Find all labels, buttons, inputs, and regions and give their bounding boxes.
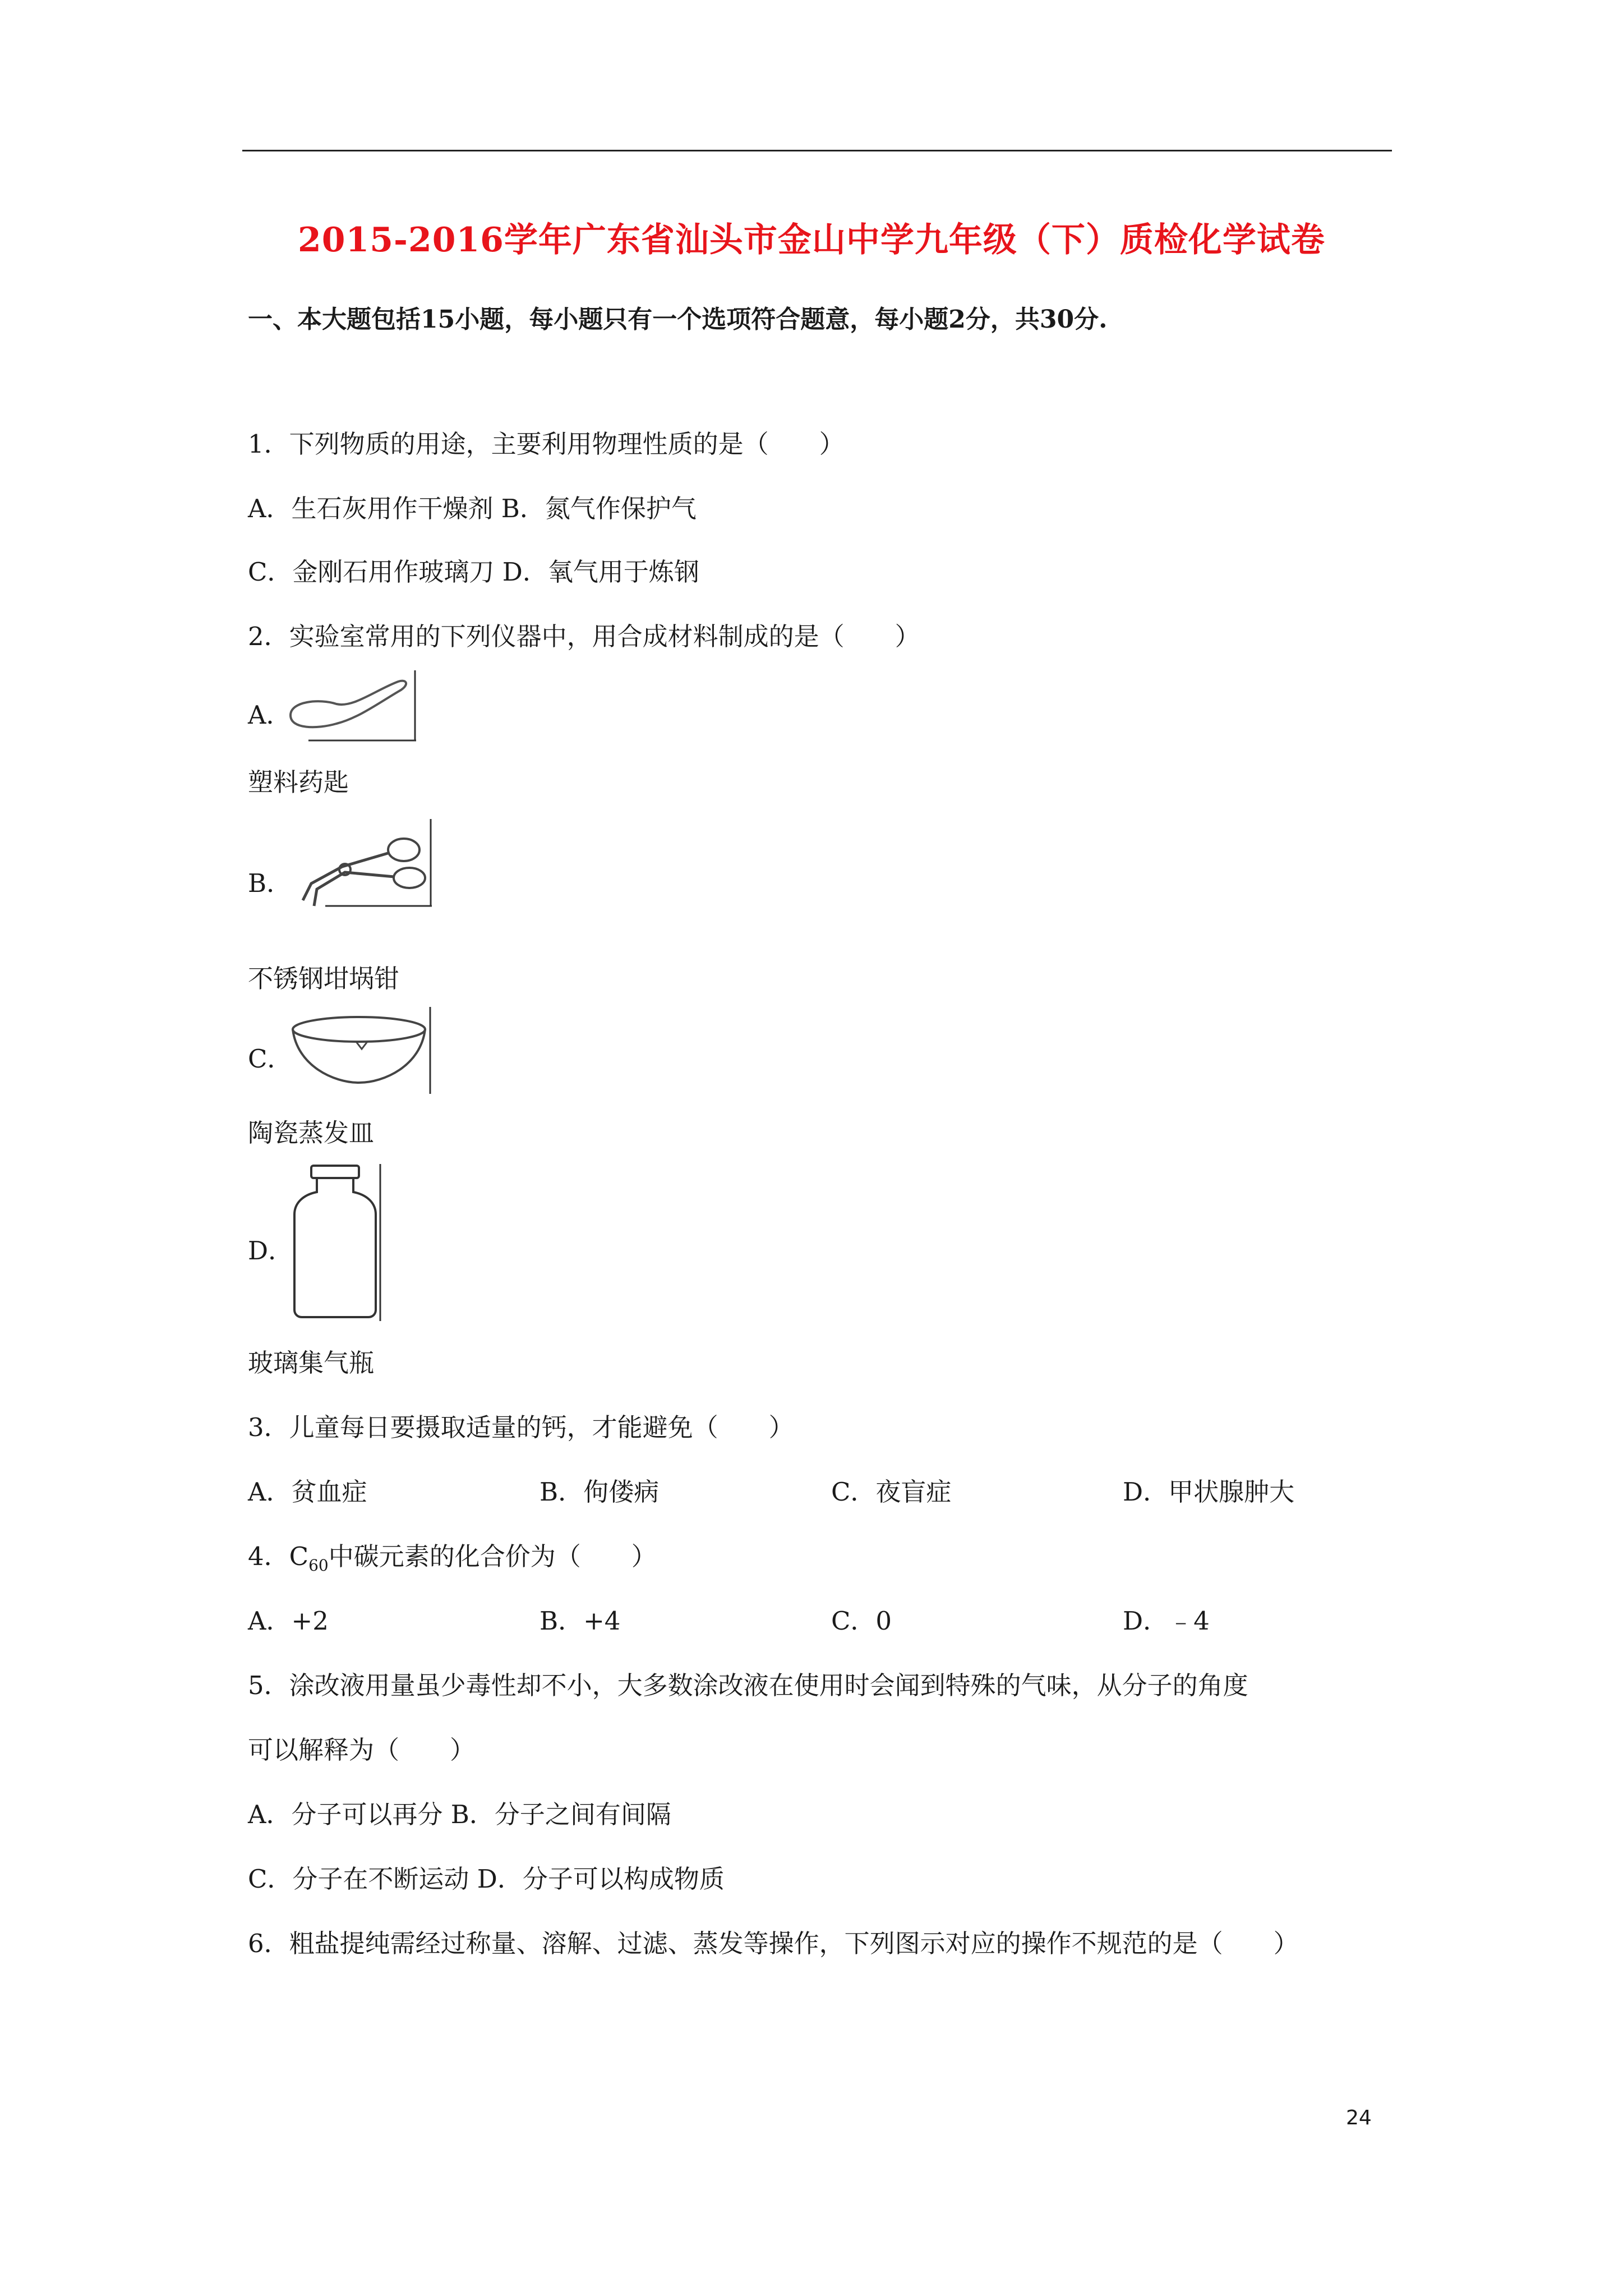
q5-options-cd: C．分子在不断运动 D．分子可以构成物质 [248, 1864, 725, 1894]
q4-stem-suffix: 中碳元素的化合价为（ ） [328, 1542, 657, 1571]
page-title: 2015-2016学年广东省汕头市金山中学九年级（下）质检化学试卷 [298, 220, 1325, 260]
q4-option-d: D．﹣4 [1123, 1606, 1210, 1636]
q2-option-c-letter: C． [248, 1044, 293, 1074]
q2-option-b-letter: B． [248, 868, 292, 898]
q5-stem-line2: 可以解释为（ ） [248, 1735, 476, 1765]
page-number: 24 [1346, 2106, 1372, 2129]
q3-option-c: C．夜盲症 [831, 1477, 952, 1507]
q1-stem: 1．下列物质的用途，主要利用物理性质的是（ ） [248, 429, 845, 459]
q2-option-d-caption: 玻璃集气瓶 [248, 1348, 375, 1378]
q5-options-ab: A．分子可以再分 B．分子之间有间隔 [248, 1800, 671, 1829]
q4-stem-subscript: 60 [308, 1556, 329, 1575]
gas-jar-icon [286, 1161, 384, 1324]
q1-options-ab: A．生石灰用作干燥剂 B．氮气作保护气 [248, 494, 697, 523]
q3-option-a: A．贫血症 [248, 1477, 367, 1507]
q6-stem: 6．粗盐提纯需经过称量、溶解、过滤、蒸发等操作，下列图示对应的操作不规范的是（ ） [248, 1929, 1299, 1958]
q2-option-b-caption: 不锈钢坩埚钳 [248, 964, 400, 993]
q2-option-d-letter: D． [248, 1236, 294, 1266]
evaporating-dish-icon [289, 1004, 435, 1097]
q1-options-cd: C．金刚石用作玻璃刀 D．氧气用于炼钢 [248, 557, 699, 587]
q2-option-a-caption: 塑料药匙 [248, 767, 349, 797]
section-heading: 一、本大题包括15小题，每小题只有一个选项符合题意，每小题2分，共30分. [248, 305, 1108, 334]
q3-option-b: B．佝偻病 [540, 1477, 660, 1507]
q3-option-d: D．甲状腺肿大 [1123, 1477, 1295, 1507]
q4-option-a: A．+2 [248, 1606, 329, 1636]
spoon-icon [286, 668, 421, 743]
q2-option-a-letter: A． [248, 700, 292, 730]
q2-option-c-caption: 陶瓷蒸发皿 [248, 1118, 375, 1148]
q4-option-c: C．0 [831, 1606, 892, 1636]
tongs-icon [292, 816, 437, 909]
q2-stem: 2．实验室常用的下列仪器中，用合成材料制成的是（ ） [248, 622, 920, 651]
q5-stem-line1: 5．涂改液用量虽少毒性却不小，大多数涂改液在使用时会闻到特殊的气味，从分子的角度 [248, 1671, 1248, 1700]
q3-stem: 3．儿童每日要摄取适量的钙，才能避免（ ） [248, 1412, 794, 1442]
q4-option-b: B．+4 [540, 1606, 621, 1636]
q4-stem [248, 1540, 657, 1577]
q4-stem-prefix: 4．C [248, 1542, 309, 1571]
header-rule [242, 150, 1392, 151]
